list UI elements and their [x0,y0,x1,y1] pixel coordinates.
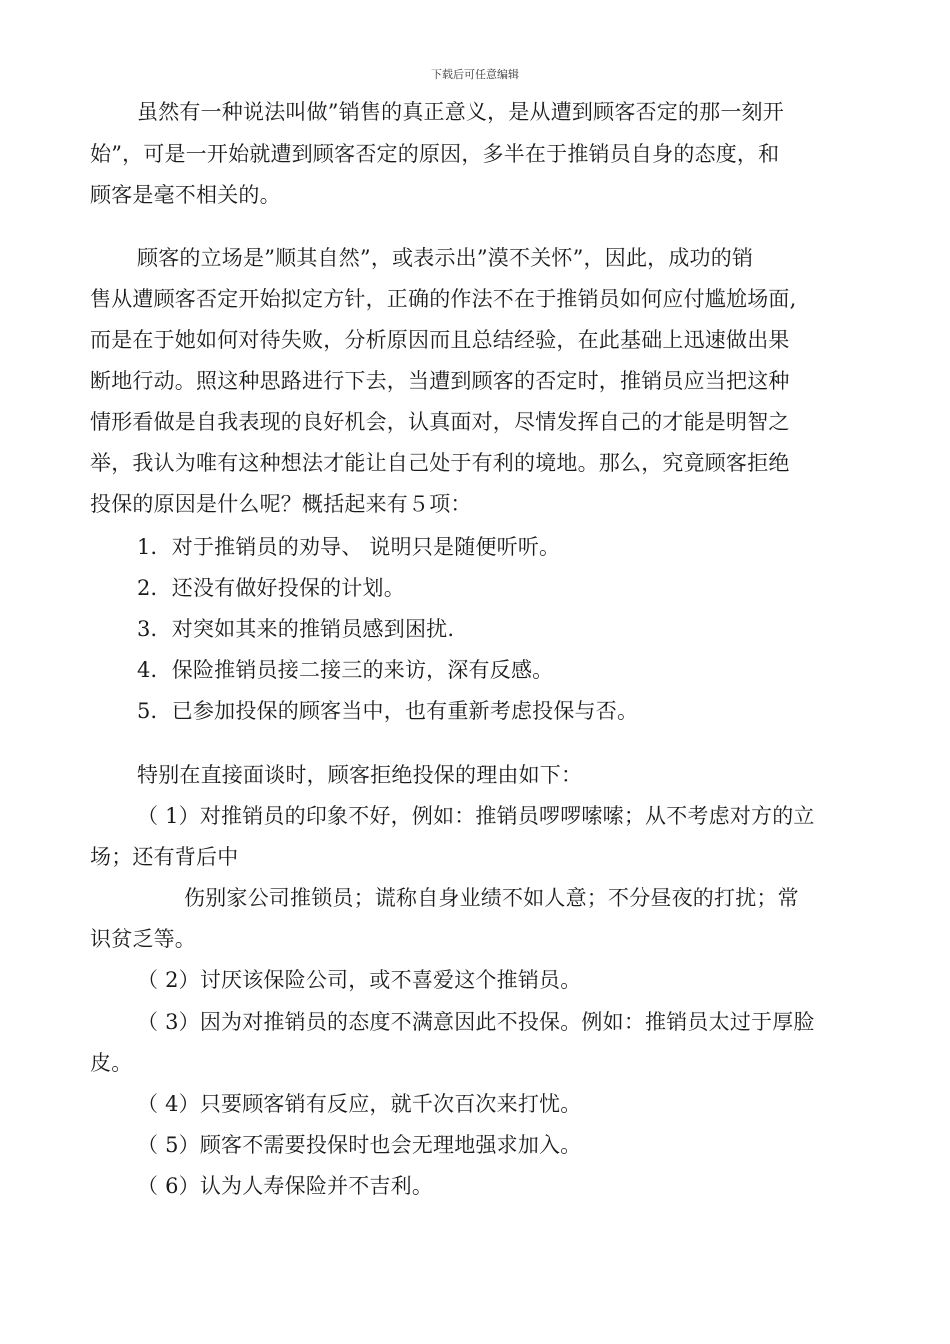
paragraph2-line3: 而是在于她如何对待失败，分析原因而且总结经验，在此基础上迅速做出果 [90,328,790,352]
paragraph2-line5: 情形看做是自我表现的良好机会，认真面对，尽情发挥自己的才能是明智之 [90,410,790,434]
item5-line: （ 5）顾客不需要投保时也会无理地强求加入。 [137,1133,582,1157]
paragraph1-line3: 顾客是毫不相关的。 [90,183,281,207]
item1-line4: 识贫乏等。 [90,927,196,951]
item2-line: （ 2）讨厌该保险公司，或不喜爱这个推销员。 [137,968,582,992]
paragraph1-line1: 虽然有一种说法叫做”销售的真正意义，是从遭到顾客否定的那一刻开 [137,100,784,124]
paragraph2-line6: 举，我认为唯有这种想法才能让自己处于有利的境地。那么，究竟顾客拒绝 [90,451,790,475]
reason-item-1: 1．对于推销员的劝导、 说明只是随便听听。 [137,535,561,559]
reason-item-2: 2．还没有做好投保的计划。 [137,576,405,600]
reason-item-4: 4．保险推销员接二接三的来访，深有反感。 [137,658,554,682]
paragraph2-line2: 售从遭顾客否定开始拟定方针，正确的作法不在于推销员如何应付尴尬场面, [90,287,797,311]
item1-line2: 场；还有背后中 [90,845,239,869]
item1-line1: （ 1）对推销员的印象不好，例如：推销员啰啰嗦嗦；从不考虑对方的立 [137,804,815,828]
reason-item-3: 3．对突如其来的推销员感到困扰. [137,617,455,641]
item3-line1: （ 3）因为对推销员的态度不满意因此不投保。例如：推销员太过于厚脸 [137,1010,815,1034]
paragraph2-line7: 投保的原因是什么呢？概括起来有５项： [90,492,472,516]
page-header: 下载后可任意编辑 [431,68,519,81]
item1-line3: 伤别家公司推锁员；谎称自身业绩不如人意；不分昼夜的打扰；常 [184,886,799,910]
item3-line2: 皮。 [90,1051,133,1075]
paragraph2-line4: 断地行动。照这种思路进行下去，当遭到顾客的否定时，推销员应当把这种 [90,369,790,393]
item4-line: （ 4）只要顾客销有反应，就千次百次来打忧。 [137,1092,582,1116]
paragraph1-line2: 始”，可是一开始就遭到顾客否定的原因，多半在于推销员自身的态度，和 [90,142,780,166]
reason-item-5: 5．已参加投保的顾客当中，也有重新考虑投保与否。 [137,699,639,723]
item6-line: （ 6）认为人寿保险并不吉利。 [137,1174,434,1198]
intro2-line: 特别在直接面谈时，顾客拒绝投保的理由如下： [137,763,583,787]
paragraph2-line1: 顾客的立场是”顺其自然”，或表示出”漠不关怀”，因此，成功的销 [137,246,754,270]
